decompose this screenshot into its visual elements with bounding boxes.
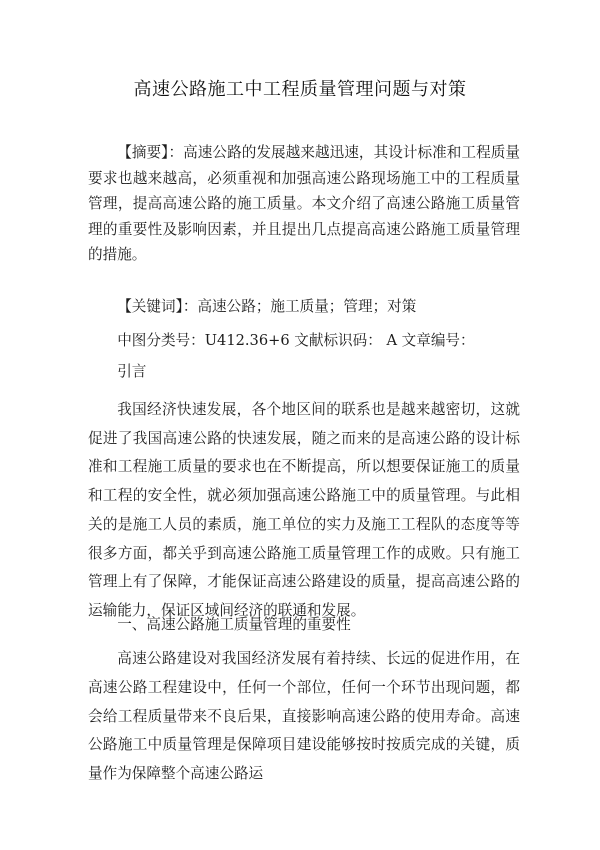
abstract-paragraph: 【摘要】：高速公路的发展越来越迅速，其设计标准和工程质量要求也越来越高，必须重视和加强高速公路现场施工中的工程质量管理，提高高速公路的施工质量。本文介绍了高速公路施工质量管理的重要性及影响因素，并且提出几点提高高速公路施工质量管理的措施。	[88, 144, 520, 263]
keywords-line: 【关键词】：高速公路；施工质量；管理；对策	[117, 298, 417, 315]
classification-line: 中图分类号：U412.36+6 文献标识码： A 文章编号：	[117, 332, 475, 349]
intro-paragraph: 我国经济快速发展，各个地区间的联系也是越来越密切，这就促进了我国高速公路的快速发展，随之而来的是高速公路的设计标准和工程施工质量的要求也在不断提高，所以想要保证施工的质量和工程的安全性，就必须加强高速公路施工中的质量管理。与此相关的是施工人员的素质，施工单位的实力及施工工程队的态度等等很多方面，都关乎到高速公路施工质量管理工作的成败。只有施工管理上有了保障，才能保证高速公路建设的质量，提高高速公路的运输能力，保证区域间经济的联通和发展。	[88, 401, 520, 619]
intro-heading: 引言	[117, 363, 147, 380]
section-heading-importance: 一、高速公路施工质量管理的重要性	[117, 616, 351, 633]
section-paragraph-importance: 高速公路建设对我国经济发展有着持续、长远的促进作用，在高速公路工程建设中，任何一个部位，任何一个环节出现问题，都会给工程质量带来不良后果，直接影响高速公路的使用寿命。高速公路施工中质量管理是保障项目建设能够按时按质完成的关键，质量作为保障整个高速公路运	[88, 650, 520, 783]
document-title: 高速公路施工中工程质量管理问题与对策	[133, 79, 467, 100]
